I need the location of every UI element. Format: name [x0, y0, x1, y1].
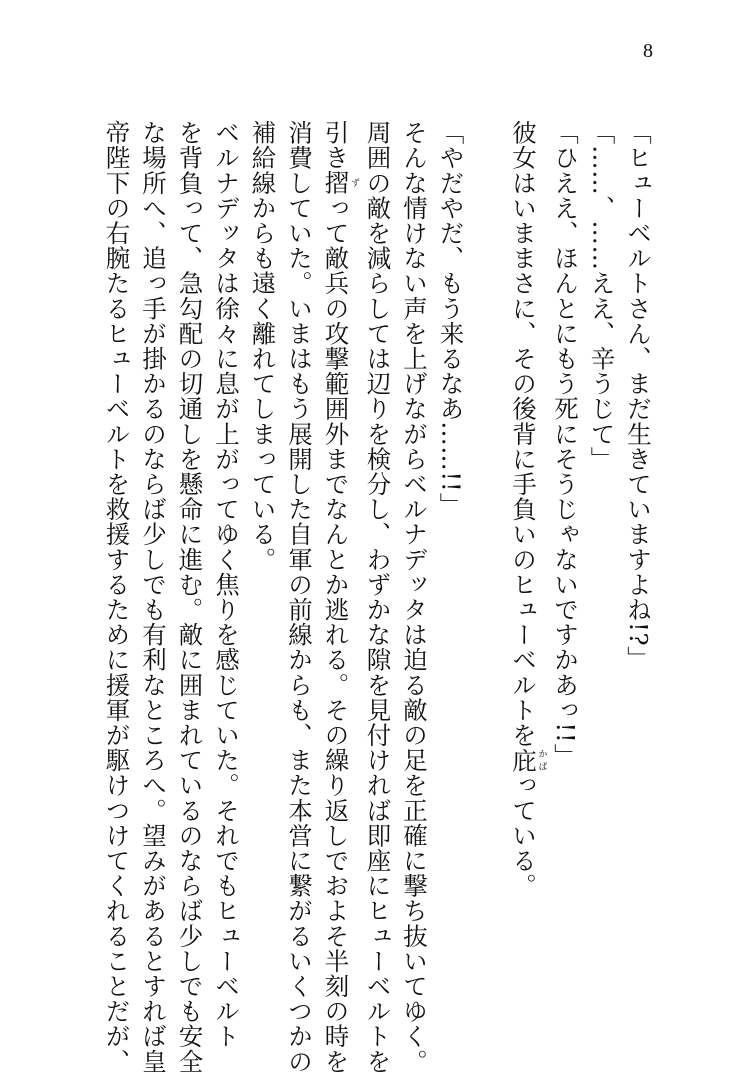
text-line: 「ヒューベルトさん、まだ生きていますよね!?」 [624, 120, 653, 672]
text-fragment: 彼女はいままさに、その後背に手負いのヒューベルトを [509, 120, 538, 748]
text-line: 「ひええ、ほんとにもう死にそうじゃないですかあっ!!」 [551, 120, 580, 769]
text-fragment: 引き [321, 120, 351, 171]
text-fragment: って敵兵の攻撃範囲外までなんとか逃れる。その繰り返しでおよそ半刻の時を [321, 195, 351, 1074]
text-line [317, 120, 359, 1074]
text-line: ベルナデッタは徐々に息が上がってゆく焦りを感じていた。それでもヒューベルト [212, 120, 241, 1049]
text-line: 「……、……ええ、辛うじて」 [587, 120, 617, 472]
text-line: そんな情けない声を上げながらベルナデッタは迫る敵の足を正確に撃ち抜いてゆく。 [400, 120, 429, 1074]
text-line: な場所へ、追っ手が掛かるのならば少しでも有利なところへ。望みがあるとすれば皇 [139, 120, 168, 1074]
text-line: 帝陛下の右腕たるヒューベルトを救援するために援軍が駆けつけてくれることだが、 [102, 120, 132, 1074]
page-number: 8 [643, 40, 653, 62]
ruby-reading: ず [349, 170, 359, 196]
text-line: 補給線からも遠く離れてしまっている。 [248, 120, 278, 572]
text-line [505, 120, 547, 970]
text-line: 消費していた。いまはもう展開した自軍の前線からも、また本営に繋がるいくつかの [285, 120, 314, 1074]
novel-text-block [98, 120, 656, 1074]
paragraph-gap [469, 120, 505, 970]
text-fragment: っている。 [509, 772, 538, 899]
ruby-reading: かば [536, 747, 547, 773]
text-line: 周囲の敵を減らしては辺りを検分し、わずかな隙を見付ければ即座にヒューベルトを [363, 120, 393, 1074]
text-line: 「やだやだ、もう来るなあ……!!」 [436, 120, 466, 518]
ruby-base: 摺 [321, 170, 351, 196]
ruby-annotation [321, 170, 359, 196]
text-line: を背負って、急勾配の切通しを懸命に進む。敵に囲まれているのならば少しでも安全 [175, 120, 205, 1074]
ruby-base: 庇 [509, 747, 538, 773]
ruby-annotation [509, 747, 547, 773]
